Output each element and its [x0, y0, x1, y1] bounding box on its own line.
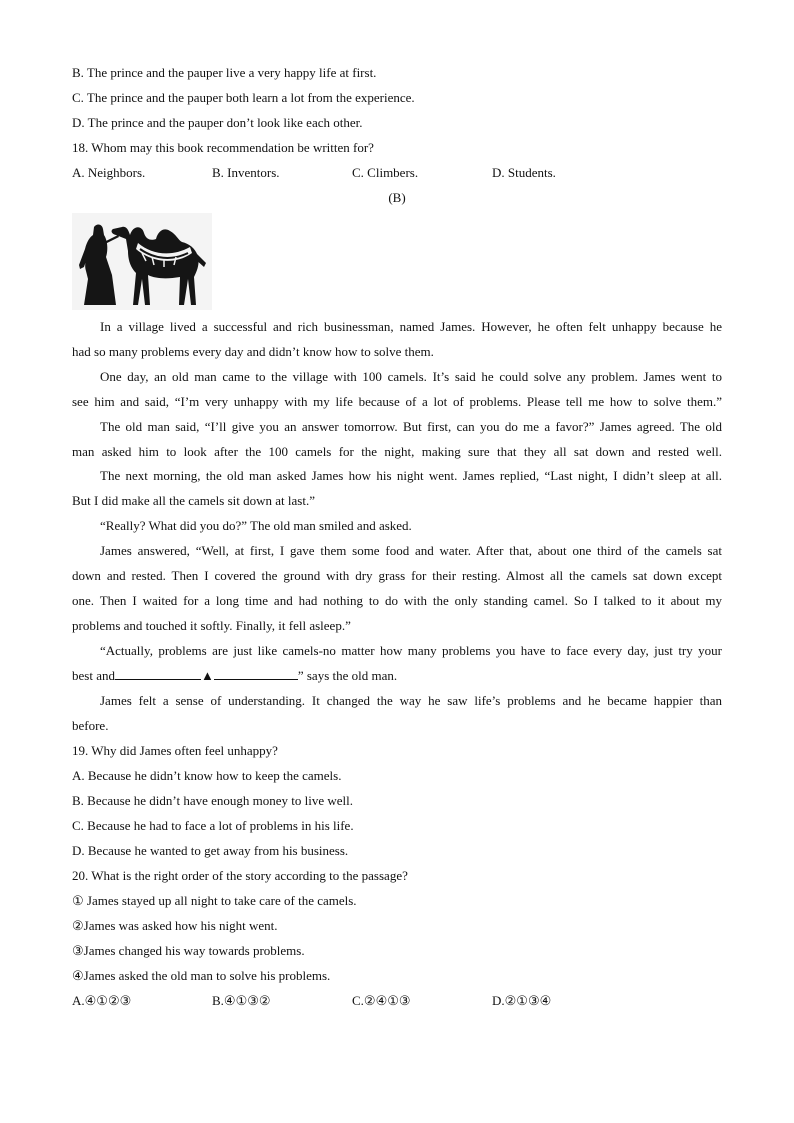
q20-option-c: C.②④①③ — [352, 993, 411, 1008]
passage-p6b: down and rested. Then I covered the ground with dry grass for their resting. Almost all the camels sat down except — [72, 568, 722, 583]
passage-p4b: But I did make all the camels sit down at last.” — [72, 493, 315, 508]
q19-option-d: D. Because he wanted to get away from his business. — [72, 843, 349, 858]
q17-option-b: B. The prince and the pauper live a very happy life at first. — [72, 65, 377, 80]
passage-p6a: James answered, “Well, at first, I gave them some food and water. After that, about one third of the camels sat — [100, 543, 722, 558]
q18-question: 18. Whom may this book recommendation be written for? — [72, 140, 374, 155]
passage-p8a: James felt a sense of understanding. It changed the way he saw life’s problems and he became happier than — [100, 693, 722, 708]
q18-option-c: C. Climbers. — [352, 165, 419, 180]
passage-p3b: man asked him to look after the 100 camels for the night, making sure that they all sat down and rested well. — [72, 444, 722, 459]
answer-blank-left[interactable] — [115, 667, 201, 680]
q20-statement-2: ②James was asked how his night went. — [72, 918, 278, 933]
q19-question: 19. Why did James often feel unhappy? — [72, 743, 278, 758]
q20-option-b: B.④①③② — [212, 993, 271, 1008]
q18-option-a: A. Neighbors. — [72, 165, 146, 180]
q20-option-d: D.②①③④ — [492, 993, 552, 1008]
passage-p1a: In a village lived a successful and rich businessman, named James. However, he often felt unhappy because he — [100, 319, 722, 334]
q17-option-d: D. The prince and the pauper don’t look like each other. — [72, 115, 363, 130]
passage-p6d: problems and touched it softly. Finally, it fell asleep.” — [72, 618, 351, 633]
answer-blank-right[interactable] — [214, 667, 298, 680]
passage-p1b: had so many problems every day and didn’t know how to solve them. — [72, 344, 434, 359]
q20-statement-1: ① James stayed up all night to take care of the camels. — [72, 893, 357, 908]
q18-option-b: B. Inventors. — [212, 165, 280, 180]
q20-statement-4: ④James asked the old man to solve his problems. — [72, 968, 331, 983]
passage-p3a: The old man said, “I’ll give you an answer tomorrow. But first, can you do me a favor?” James agreed. The old — [100, 419, 722, 434]
passage-p7b — [72, 667, 722, 685]
passage-p8b: before. — [72, 718, 109, 733]
blank-marker: ▲ — [200, 668, 214, 683]
passage-p2a: One day, an old man came to the village with 100 camels. It’s said he could solve any problem. James went to — [100, 369, 722, 384]
passage-p7a: “Actually, problems are just like camels-no matter how many problems you have to face every day, just try your — [100, 643, 722, 658]
q20-statement-3: ③James changed his way towards problems. — [72, 943, 305, 958]
passage-p5: “Really? What did you do?” The old man smiled and asked. — [100, 518, 412, 533]
passage-p7b-end: ” says the old man. — [297, 668, 398, 683]
q20-option-a: A.④①②③ — [72, 993, 132, 1008]
q19-option-b: B. Because he didn’t have enough money to live well. — [72, 793, 353, 808]
q19-option-c: C. Because he had to face a lot of problems in his life. — [72, 818, 354, 833]
passage-p2b: see him and said, “I’m very unhappy with my life because of a lot of problems. Please tell me how to solve them.” — [72, 394, 722, 409]
man-leading-camel-silhouette-icon — [72, 213, 212, 310]
q17-option-c: C. The prince and the pauper both learn a lot from the experience. — [72, 90, 415, 105]
q19-option-a: A. Because he didn’t know how to keep the camels. — [72, 768, 342, 783]
q20-question: 20. What is the right order of the story according to the passage? — [72, 868, 408, 883]
passage-p6c: one. Then I waited for a long time and had nothing to do with the only standing camel. So I talked to it about my — [72, 593, 722, 608]
passage-p7b-start: best and — [72, 668, 115, 683]
section-label: (B) — [388, 190, 406, 205]
passage-p4a: The next morning, the old man asked James how his night went. James replied, “Last night, I didn’t sleep at all. — [100, 468, 722, 483]
q18-option-d: D. Students. — [492, 165, 556, 180]
